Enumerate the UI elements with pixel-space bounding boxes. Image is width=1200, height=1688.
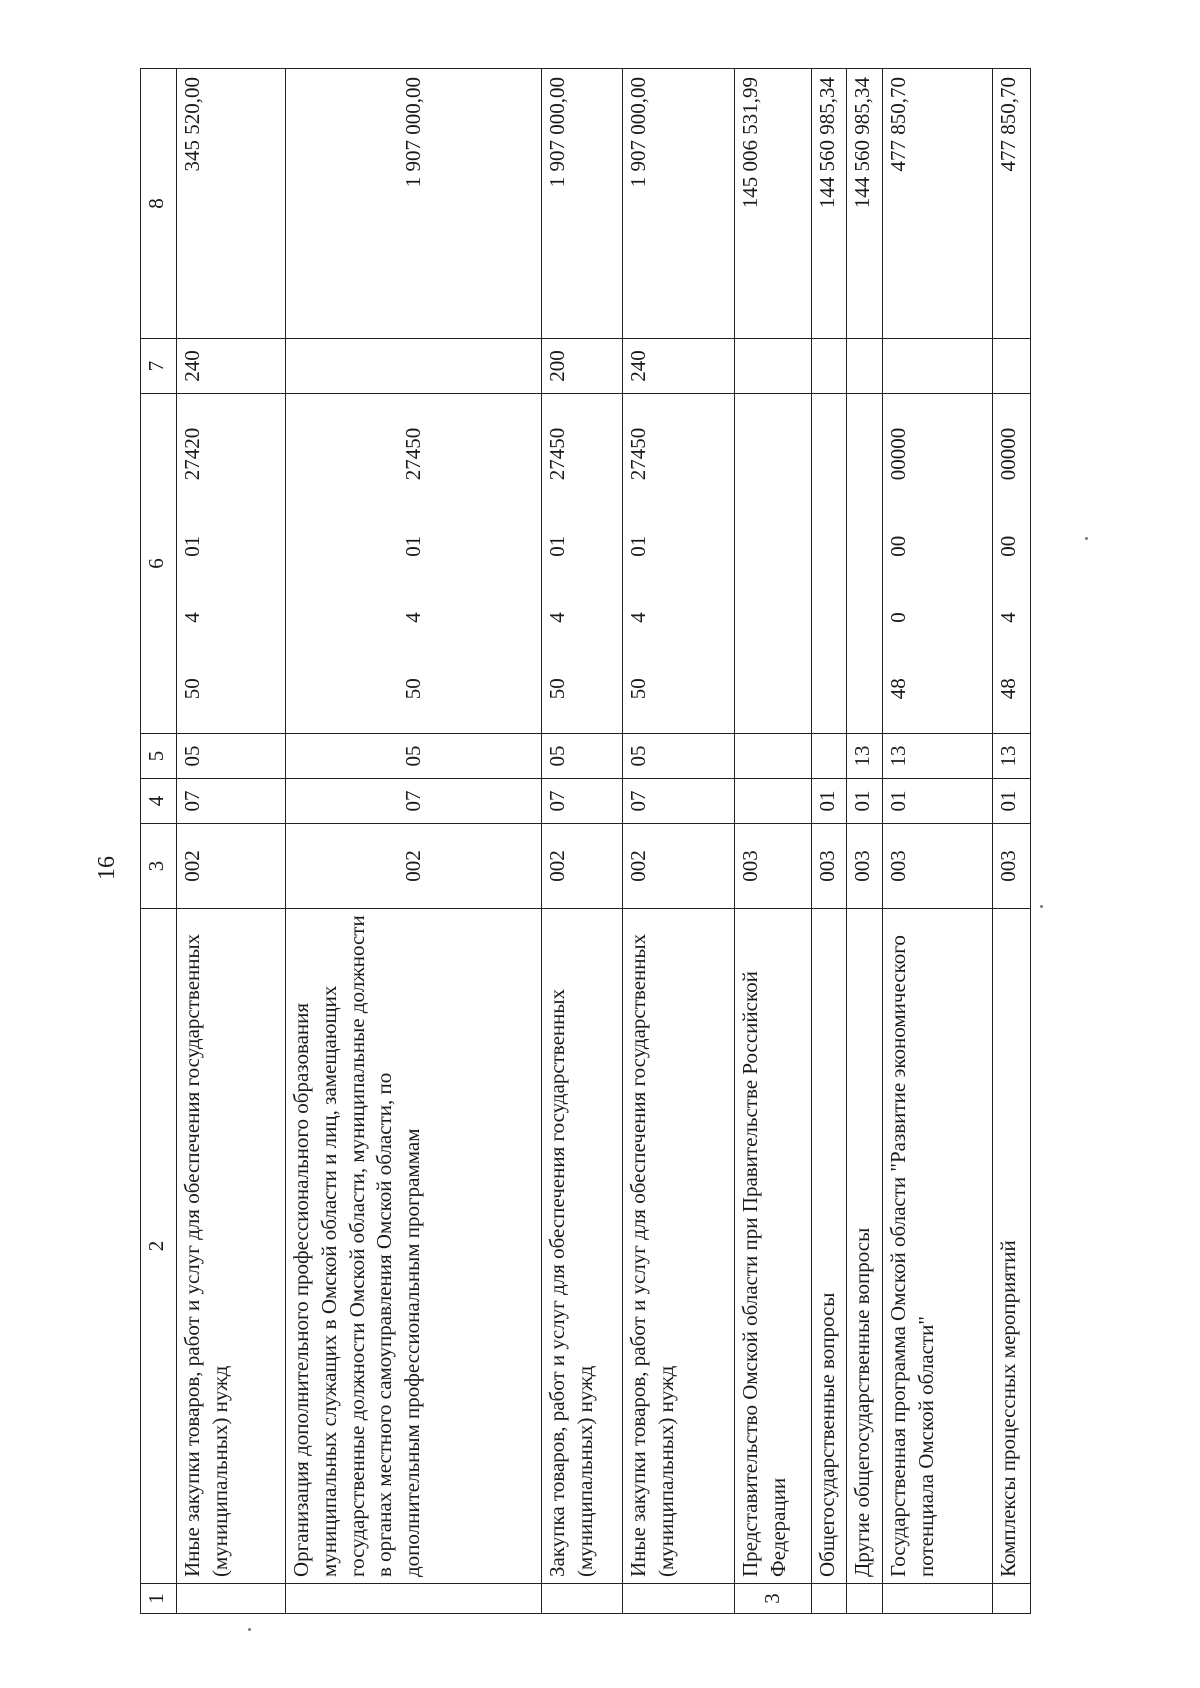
ministry-code: 002 [623, 824, 735, 909]
ministry-code: 003 [883, 824, 992, 909]
target-element: 00 [886, 535, 911, 557]
table-row [623, 69, 735, 1614]
target-type: 4 [995, 612, 1020, 623]
target-article [992, 394, 1030, 734]
target-direction: 27450 [626, 427, 651, 481]
row-description: Государственная программа Омской области "Развитие экономического потенциала Омской области" [883, 909, 992, 1584]
row-number: 3 [734, 1584, 811, 1614]
rotated-table-container [140, 69, 1031, 1614]
row-description: Закупка товаров, работ и услуг для обеспечения государственных (муниципальных) нужд [542, 909, 623, 1584]
target-article [811, 394, 847, 734]
target-direction: 27420 [179, 427, 204, 481]
header-cell: 4 [141, 779, 177, 824]
amount: 144 560 985,34 [847, 69, 883, 339]
subsection-code: 05 [542, 734, 623, 779]
table-row [286, 69, 542, 1614]
header-cell: 6 [141, 394, 177, 734]
expense-type [811, 339, 847, 394]
target-direction: 27450 [545, 427, 570, 481]
expense-type: 240 [176, 339, 285, 394]
ministry-code: 002 [176, 824, 285, 909]
scan-speck [248, 1628, 251, 1631]
row-description: Организация дополнительного профессионального образования муниципальных служащих в Омской области и лиц, замещающих государственные должности Омской области, муниципальные должности в органах местного самоуправления Омской области, по дополнительным профессиональным программам [286, 909, 542, 1584]
row-description: Общегосударственные вопросы [811, 909, 847, 1584]
amount: 145 006 531,99 [734, 69, 811, 339]
table-row [992, 69, 1030, 1614]
target-element: 00 [995, 535, 1020, 557]
amount: 1 907 000,00 [623, 69, 735, 339]
header-cell: 2 [141, 909, 177, 1584]
table-row [176, 69, 285, 1614]
target-direction: 27450 [400, 427, 425, 481]
row-description: Иные закупки товаров, работ и услуг для обеспечения государственных (муниципальных) нужд [623, 909, 735, 1584]
target-type: 4 [400, 612, 425, 623]
row-number [847, 1584, 883, 1614]
target-program: 50 [545, 678, 570, 700]
target-element: 01 [545, 535, 570, 557]
section-code: 01 [811, 779, 847, 824]
subsection-code [734, 734, 811, 779]
row-number [883, 1584, 992, 1614]
header-cell: 3 [141, 824, 177, 909]
table-row [847, 69, 883, 1614]
subsection-code [811, 734, 847, 779]
target-element: 01 [179, 535, 204, 557]
target-direction: 00000 [995, 427, 1020, 481]
target-program: 48 [886, 678, 911, 700]
section-code: 01 [847, 779, 883, 824]
table-row [883, 69, 992, 1614]
header-cell: 5 [141, 734, 177, 779]
expense-type: 240 [623, 339, 735, 394]
row-description: Другие общегосударственные вопросы [847, 909, 883, 1584]
target-element: 01 [400, 535, 425, 557]
budget-table [140, 68, 1031, 1614]
row-number [542, 1584, 623, 1614]
target-program: 50 [179, 678, 204, 700]
section-code: 07 [623, 779, 735, 824]
target-article [286, 394, 542, 734]
section-code [734, 779, 811, 824]
ministry-code: 003 [847, 824, 883, 909]
subsection-code: 05 [623, 734, 735, 779]
table-row [811, 69, 847, 1614]
table-row [734, 69, 811, 1614]
table-row [542, 69, 623, 1614]
row-number [811, 1584, 847, 1614]
scan-speck [1040, 905, 1043, 908]
row-description: Представительство Омской области при Правительстве Российской Федерации [734, 909, 811, 1584]
expense-type: 200 [542, 339, 623, 394]
scan-speck [1085, 537, 1088, 540]
header-row [141, 69, 177, 1614]
expense-type [992, 339, 1030, 394]
target-direction: 00000 [886, 427, 911, 481]
header-cell: 1 [141, 1584, 177, 1614]
row-description: Иные закупки товаров, работ и услуг для обеспечения государственных (муниципальных) нужд [176, 909, 285, 1584]
section-code: 07 [542, 779, 623, 824]
ministry-code: 002 [286, 824, 542, 909]
amount: 345 520,00 [176, 69, 285, 339]
target-type: 4 [626, 612, 651, 623]
target-type: 4 [545, 612, 570, 623]
subsection-code: 05 [176, 734, 285, 779]
row-description: Комплексы процессных мероприятий [992, 909, 1030, 1584]
subsection-code: 05 [286, 734, 542, 779]
section-code: 07 [176, 779, 285, 824]
ministry-code: 003 [811, 824, 847, 909]
expense-type [883, 339, 992, 394]
amount: 477 850,70 [992, 69, 1030, 339]
target-program: 50 [626, 678, 651, 700]
target-program: 48 [995, 678, 1020, 700]
header-cell: 7 [141, 339, 177, 394]
expense-type [286, 339, 542, 394]
subsection-code: 13 [992, 734, 1030, 779]
row-number [176, 1584, 285, 1614]
ministry-code: 003 [992, 824, 1030, 909]
amount: 477 850,70 [883, 69, 992, 339]
header-cell: 8 [141, 69, 177, 339]
target-program: 50 [400, 678, 425, 700]
section-code: 07 [286, 779, 542, 824]
ministry-code: 002 [542, 824, 623, 909]
row-number [623, 1584, 735, 1614]
amount: 144 560 985,34 [811, 69, 847, 339]
amount: 1 907 000,00 [542, 69, 623, 339]
subsection-code: 13 [847, 734, 883, 779]
target-article [883, 394, 992, 734]
target-element: 01 [626, 535, 651, 557]
target-article [847, 394, 883, 734]
row-number [286, 1584, 542, 1614]
target-article [176, 394, 285, 734]
amount: 1 907 000,00 [286, 69, 542, 339]
row-number [992, 1584, 1030, 1614]
ministry-code: 003 [734, 824, 811, 909]
target-type: 4 [179, 612, 204, 623]
section-code: 01 [992, 779, 1030, 824]
subsection-code: 13 [883, 734, 992, 779]
page-number: 16 [94, 856, 120, 880]
expense-type [734, 339, 811, 394]
target-article [542, 394, 623, 734]
expense-type [847, 339, 883, 394]
section-code: 01 [883, 779, 992, 824]
target-article [623, 394, 735, 734]
target-article [734, 394, 811, 734]
target-type: 0 [886, 612, 911, 623]
